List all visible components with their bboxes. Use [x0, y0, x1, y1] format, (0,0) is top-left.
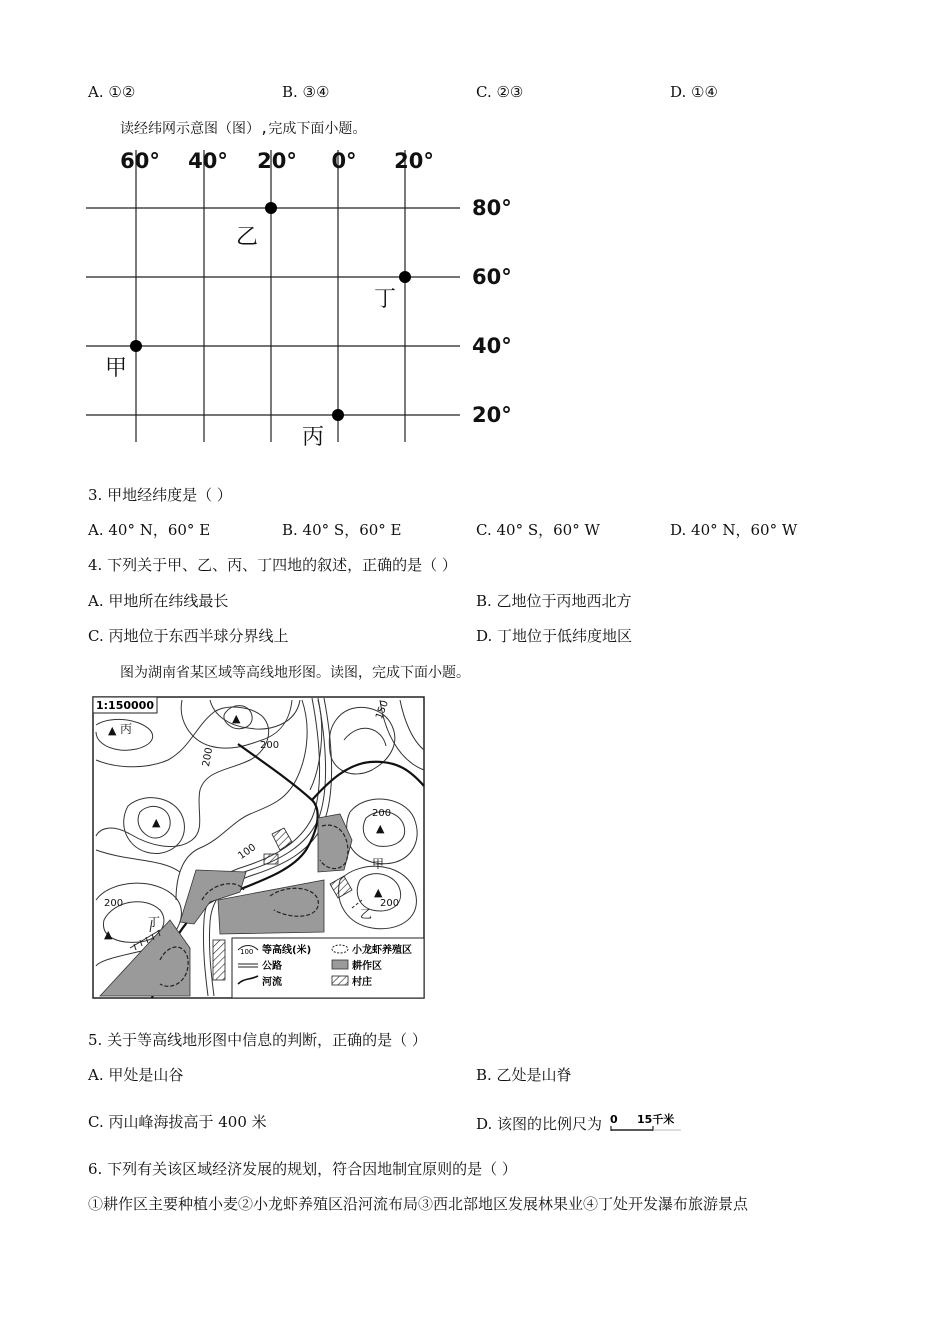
point-bing: [332, 409, 344, 421]
q4-option-a: A. 甲地所在纬线最长: [88, 592, 229, 610]
lon-label: 60°: [120, 149, 160, 173]
point-yi: [265, 202, 277, 214]
scale-bar-graphic: [607, 1112, 683, 1138]
contour-label: 200: [200, 746, 216, 768]
q5-option-d: [476, 1112, 683, 1138]
q4-option-b: B. 乙地位于丙地西北方: [476, 592, 632, 610]
lon-label: 0°: [331, 149, 357, 173]
legend-item: 等高线(米): [262, 945, 312, 956]
point-label: 甲: [105, 356, 128, 381]
q5-stem: 5. 关于等高线地形图中信息的判断，正确的是（ ）: [88, 1031, 427, 1049]
point-ding: [399, 271, 411, 283]
q4-option-c: C. 丙地位于东西半球分界线上: [88, 627, 289, 645]
q3-option-b: B. 40° S，60° E: [282, 521, 402, 539]
q5-option-a: A. 甲处是山谷: [88, 1066, 184, 1084]
point-jia: [130, 340, 142, 352]
q6-stem: 6. 下列有关该区域经济发展的规划，符合因地制宜原则的是（ ）: [88, 1160, 517, 1178]
lat-label: 60°: [472, 265, 512, 289]
lon-label: 20°: [257, 149, 297, 173]
q5-option-b: B. 乙处是山脊: [476, 1066, 572, 1084]
map-label-jia: 甲: [372, 857, 385, 871]
contour-label: 200: [260, 740, 280, 751]
point-label: 乙: [236, 225, 259, 250]
contour-map: [92, 696, 426, 1000]
scalebar-length: 15千米: [636, 1113, 675, 1126]
contour-label: 150: [374, 699, 391, 721]
intro-contour-map: 图为湖南省某区域等高线地形图。读图，完成下面小题。: [120, 665, 470, 681]
legend-item: 公路: [262, 961, 282, 972]
legend-item: 河流: [262, 977, 282, 988]
contour-label: 200: [372, 808, 392, 819]
q3-stem: 3. 甲地经纬度是（ ）: [88, 486, 232, 504]
svg-text:▲: ▲: [232, 712, 241, 725]
point-label: 丁: [374, 287, 397, 312]
lat-label: 20°: [472, 403, 512, 427]
svg-text:▲: ▲: [104, 928, 113, 941]
graticule-figure: [80, 140, 540, 450]
intro-graticule: 读经纬网示意图（图）,完成下面小题。: [120, 121, 367, 137]
q4-stem: 4. 下列关于甲、乙、丙、丁四地的叙述，正确的是（ ）: [88, 556, 457, 574]
q2-option-a: A. ①②: [88, 83, 136, 101]
scalebar-zero: 0: [609, 1113, 618, 1126]
legend-sample: 100: [240, 948, 254, 956]
point-label: 丙: [302, 425, 325, 450]
legend-item: 村庄: [352, 977, 372, 988]
contour-label: 100: [236, 841, 259, 862]
contour-label: 200: [104, 898, 124, 909]
contour-label: 200: [380, 898, 400, 909]
lon-label: 20°: [394, 149, 434, 173]
q2-option-b: B. ③④: [282, 83, 330, 101]
q5-option-c: C. 丙山峰海拔高于 400 米: [88, 1113, 267, 1131]
lat-label: 40°: [472, 334, 512, 358]
map-legend: [232, 938, 424, 998]
q2-option-d: D. ①④: [670, 83, 718, 101]
lat-label: 80°: [472, 196, 512, 220]
q5-option-d-text: D. 该图的比例尺为: [476, 1115, 603, 1133]
q3-option-c: C. 40° S，60° W: [476, 521, 600, 539]
q6-statements: ①耕作区主要种植小麦②小龙虾养殖区沿河流布局③西北部地区发展林果业④丁处开发瀑布旅游景点: [88, 1195, 749, 1213]
graticule-lines: [86, 150, 460, 442]
svg-text:▲: ▲: [152, 816, 161, 829]
map-label-yi: 乙: [360, 907, 373, 921]
q3-option-a: A. 40° N，60° E: [88, 521, 211, 539]
q3-option-d: D. 40° N，60° W: [670, 521, 798, 539]
q2-option-c: C. ②③: [476, 83, 524, 101]
lon-label: 40°: [188, 149, 228, 173]
map-label-bing: 丙: [120, 722, 133, 736]
svg-text:▲: ▲: [108, 724, 117, 737]
svg-text:▲: ▲: [376, 822, 385, 835]
svg-text:▲: ▲: [374, 886, 383, 899]
q4-option-d: D. 丁地位于低纬度地区: [476, 627, 633, 645]
legend-item: 小龙虾养殖区: [352, 945, 412, 956]
map-scale: 1:150000: [96, 699, 154, 712]
map-label-ding: 丁: [148, 915, 161, 929]
legend-item: 耕作区: [352, 961, 382, 972]
